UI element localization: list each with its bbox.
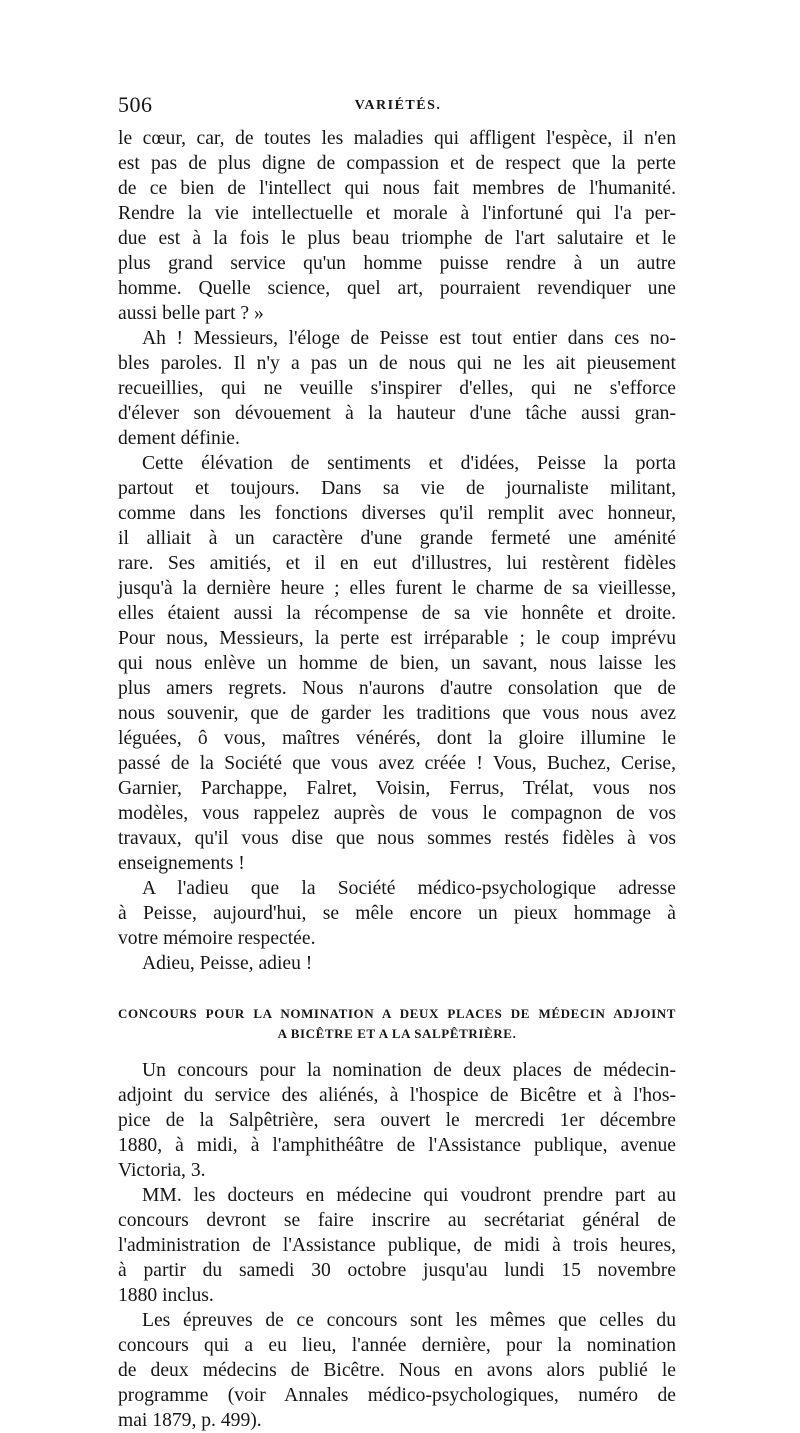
paragraph	[118, 1183, 676, 1308]
text-line: d'élever son dévouement à la hauteur d'une tâche aussi gran-	[118, 403, 676, 424]
text-line: léguées, ô vous, maîtres vénérés, dont la gloire illumine le	[118, 728, 676, 749]
page-header	[118, 92, 678, 120]
text-line: Pour nous, Messieurs, la perte est irréparable ; le coup imprévu	[118, 628, 676, 649]
text-line: MM. les docteurs en médecine qui voudront prendre part au	[142, 1185, 676, 1206]
text-line: homme. Quelle science, quel art, pourraient revendiquer une	[118, 278, 676, 299]
text-line: est pas de plus digne de compassion et de respect que la perte	[118, 153, 676, 174]
paragraph	[118, 126, 676, 326]
text-line: il alliait à un caractère d'une grande fermeté une aménité	[118, 528, 676, 549]
text-line: jusqu'à la dernière heure ; elles furent le charme de sa vieillesse,	[118, 578, 676, 599]
text-line: à partir du samedi 30 octobre jusqu'au lundi 15 novembre	[118, 1260, 676, 1281]
page-number: 506	[118, 92, 153, 117]
paragraph	[118, 451, 676, 876]
text-line: passé de la Société que vous avez créée ! Vous, Buchez, Cerise,	[118, 753, 676, 774]
text-line: l'administration de l'Assistance publique, de midi à trois heures,	[118, 1235, 676, 1256]
paragraph	[118, 1058, 676, 1183]
paragraph	[118, 1308, 676, 1433]
section-heading	[118, 1004, 676, 1044]
text-line: qui nous enlève un homme de bien, un savant, nous laisse les	[118, 653, 676, 674]
text-line: le cœur, car, de toutes les maladies qui affligent l'espèce, il n'en	[118, 128, 676, 149]
text-line: adjoint du service des aliénés, à l'hospice de Bicêtre et à l'hos-	[118, 1085, 676, 1106]
text-line: 1880 inclus.	[118, 1285, 214, 1306]
text-line: nous souvenir, que de garder les traditions que vous nous avez	[118, 703, 676, 724]
text-line: à Peisse, aujourd'hui, se mêle encore un pieux hommage à	[118, 903, 676, 924]
text-line: mai 1879, p. 499).	[118, 1410, 262, 1431]
text-line: bles paroles. Il n'y a pas un de nous qui ne les ait pieusement	[118, 353, 676, 374]
text-line: plus grand service qu'un homme puisse rendre à un autre	[118, 253, 676, 274]
eulogy-text	[118, 126, 676, 976]
text-line: plus amers regrets. Nous n'aurons d'autre consolation que de	[118, 678, 676, 699]
competition-notice-text	[118, 1058, 676, 1433]
text-line: Garnier, Parchappe, Falret, Voisin, Ferrus, Trélat, vous nos	[118, 778, 676, 799]
text-line: Un concours pour la nomination de deux places de médecin-	[142, 1060, 676, 1081]
text-line: concours qui a eu lieu, l'année dernière, pour la nomination	[118, 1335, 676, 1356]
section-heading-line-2: A BICÊTRE ET A LA SALPÊTRIÈRE.	[277, 1026, 517, 1041]
text-line: programme (voir Annales médico-psychologiques, numéro de	[118, 1385, 676, 1406]
text-line: 1880, à midi, à l'amphithéâtre de l'Assistance publique, avenue	[118, 1135, 676, 1156]
text-line: recueillies, qui ne veuille s'inspirer d'elles, qui ne s'efforce	[118, 378, 676, 399]
text-line: pice de la Salpêtrière, sera ouvert le mercredi 1er décembre	[118, 1110, 676, 1131]
text-line: elles étaient aussi la récompense de sa vie honnête et droite.	[118, 603, 676, 624]
page-body	[118, 126, 676, 1433]
text-line: Adieu, Peisse, adieu !	[142, 953, 313, 974]
text-line: Cette élévation de sentiments et d'idées, Peisse la porta	[142, 453, 676, 474]
paragraph	[118, 876, 676, 951]
text-line: partout et toujours. Dans sa vie de journaliste militant,	[118, 478, 676, 499]
text-line: votre mémoire respectée.	[118, 928, 316, 949]
running-title: VARIÉTÉS.	[354, 98, 442, 113]
text-line: comme dans les fonctions diverses qu'il remplit avec honneur,	[118, 503, 676, 524]
text-line: rare. Ses amitiés, et il en eut d'illustres, lui restèrent fidèles	[118, 553, 676, 574]
section-heading-line-1: CONCOURS POUR LA NOMINATION A DEUX PLACES DE MÉDECIN ADJOINT	[118, 1006, 676, 1021]
text-line: enseignements !	[118, 853, 245, 874]
paragraph	[118, 951, 676, 976]
text-line: Les épreuves de ce concours sont les mêmes que celles du	[142, 1310, 676, 1331]
text-line: concours devront se faire inscrire au secrétariat général de	[118, 1210, 676, 1231]
text-line: Rendre la vie intellectuelle et morale à l'infortuné qui l'a per-	[118, 203, 676, 224]
paragraph	[118, 326, 676, 451]
text-line: de deux médecins de Bicêtre. Nous en avons alors publié le	[118, 1360, 676, 1381]
text-line: travaux, qu'il vous dise que nous sommes restés fidèles à vos	[118, 828, 676, 849]
text-line: dement définie.	[118, 428, 240, 449]
text-line: Victoria, 3.	[118, 1160, 206, 1181]
text-line: Ah ! Messieurs, l'éloge de Peisse est tout entier dans ces no-	[142, 328, 676, 349]
text-line: modèles, vous rappelez auprès de vous le compagnon de vos	[118, 803, 676, 824]
text-line: due est à la fois le plus beau triomphe de l'art salutaire et le	[118, 228, 676, 249]
text-line: de ce bien de l'intellect qui nous fait membres de l'humanité.	[118, 178, 676, 199]
text-line: A l'adieu que la Société médico-psychologique adresse	[142, 878, 676, 899]
text-line: aussi belle part ? »	[118, 303, 264, 324]
